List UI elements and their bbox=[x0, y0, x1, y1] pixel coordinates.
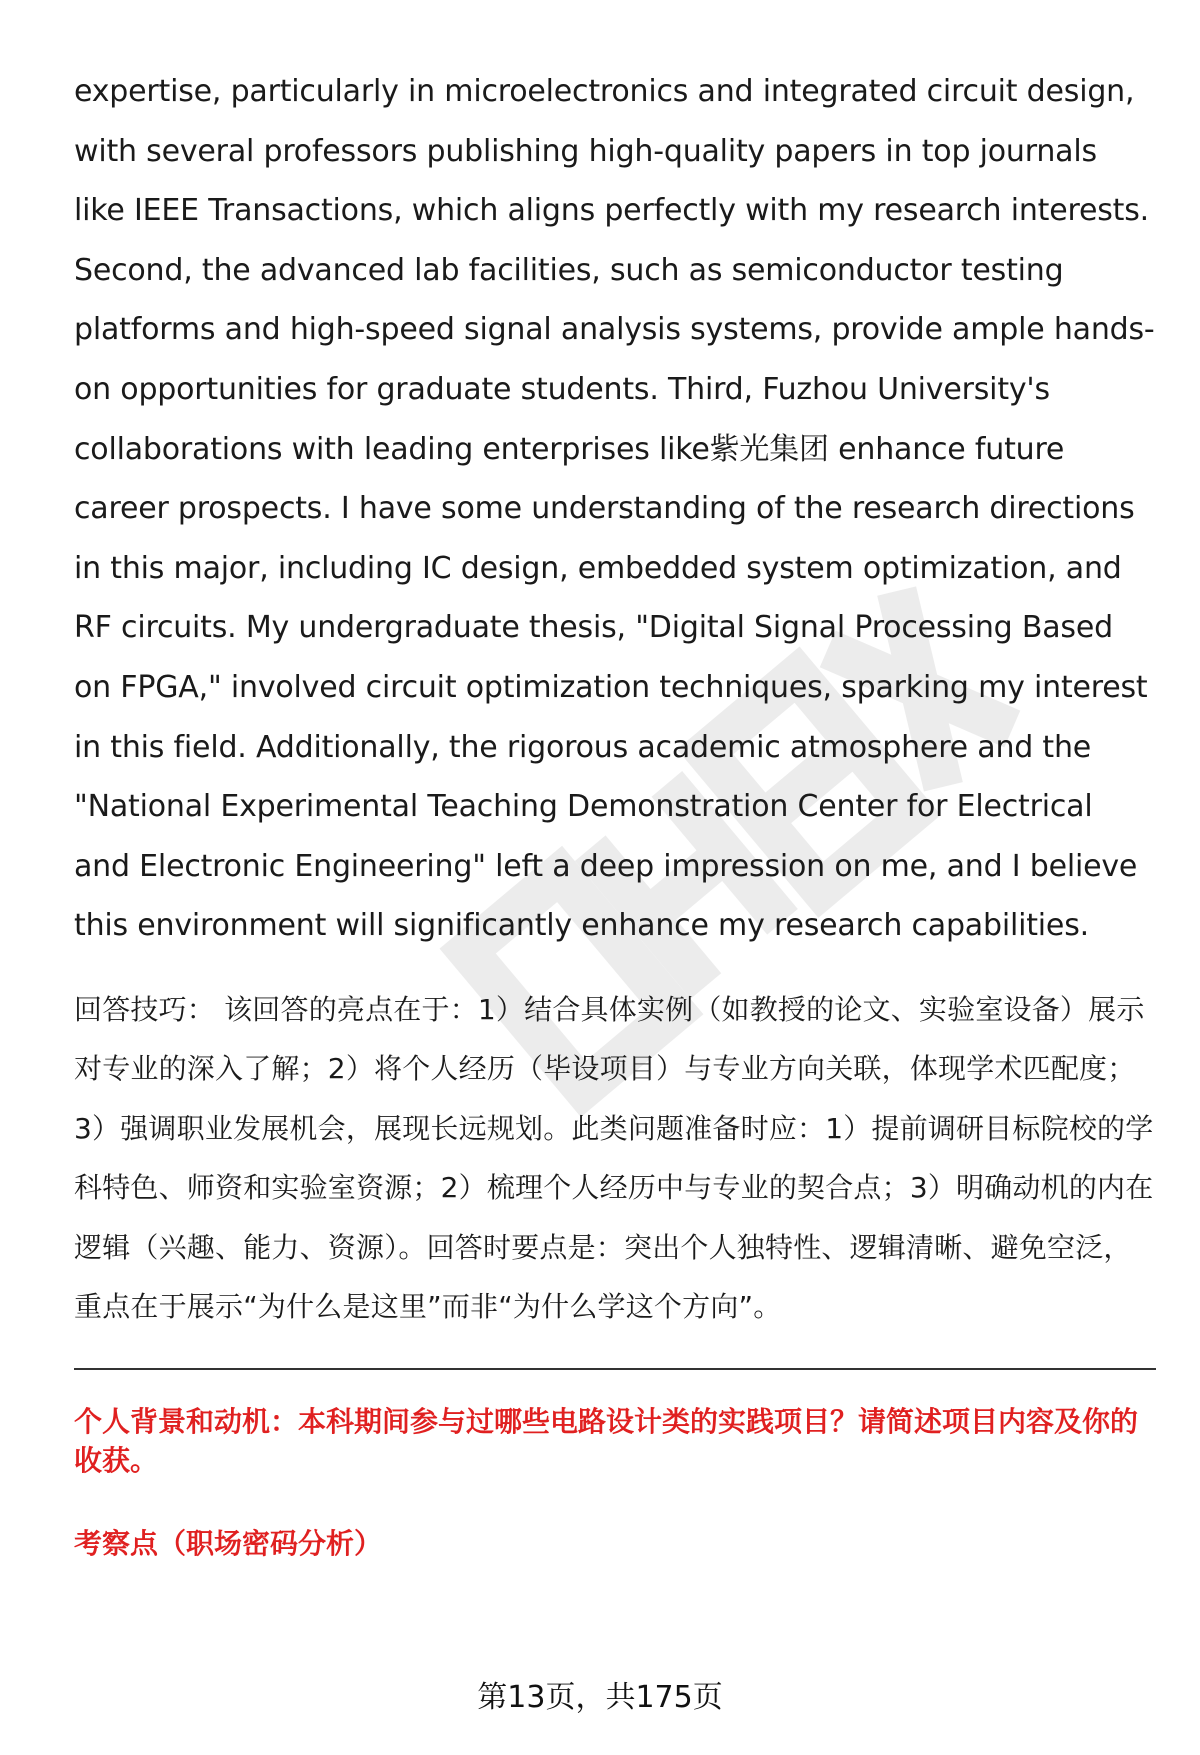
question-heading: 个人背景和动机：本科期间参与过哪些电路设计类的实践项目？请简述项目内容及你的收获。 bbox=[74, 1405, 1139, 1478]
document-page bbox=[74, 62, 1156, 1562]
section-divider bbox=[74, 1368, 1156, 1370]
page-number-footer: 第13页，共175页 bbox=[477, 1680, 723, 1715]
section-heading: 考察点（职场密码分析） bbox=[74, 1527, 383, 1561]
body-paragraph: expertise, particularly in microelectronics and integrated circuit design, with several professors publishing high-quality papers in top journals like IEEE Transactions, which aligns perfectly with my research interests. Second, the advanced lab facilities, such as semiconductor testing platforms and high-speed signal analysis systems, provide ample hands-on opportunities for graduate students. Third, Fuzhou University's collaborations with leading enterprises like紫光集团 enhance future career prospects. I have some understanding of the research directions in this major, including IC design, embedded system optimization, and RF circuits. My undergraduate thesis, "Digital Signal Processing Based on FPGA," involved circuit optimization techniques, sparking my interest in this field. Additionally, the rigorous academic atmosphere and the "National Experimental Teaching Demonstration Center for Electrical and Electronic Engineering" left a deep impression on me, and I believe this environment will significantly enhance my research capabilities. bbox=[74, 74, 1155, 944]
answer-tip: 回答技巧： 该回答的亮点在于：1）结合具体实例（如教授的论文、实验室设备）展示对专业的深入了解；2）将个人经历（毕设项目）与专业方向关联，体现学术匹配度；3）强调职业发展机会，展现长远规划。此类问题准备时应：1）提前调研目标院校的学科特色、师资和实验室资源；2）梳理个人经历中与专业的契合点；3）明确动机的内在逻辑（兴趣、能力、资源）。回答时要点是：突出个人独特性、逻辑清晰、避免空泛，重点在于展示“为什么是这里”而非“为什么学这个方向”。 bbox=[74, 992, 1154, 1323]
